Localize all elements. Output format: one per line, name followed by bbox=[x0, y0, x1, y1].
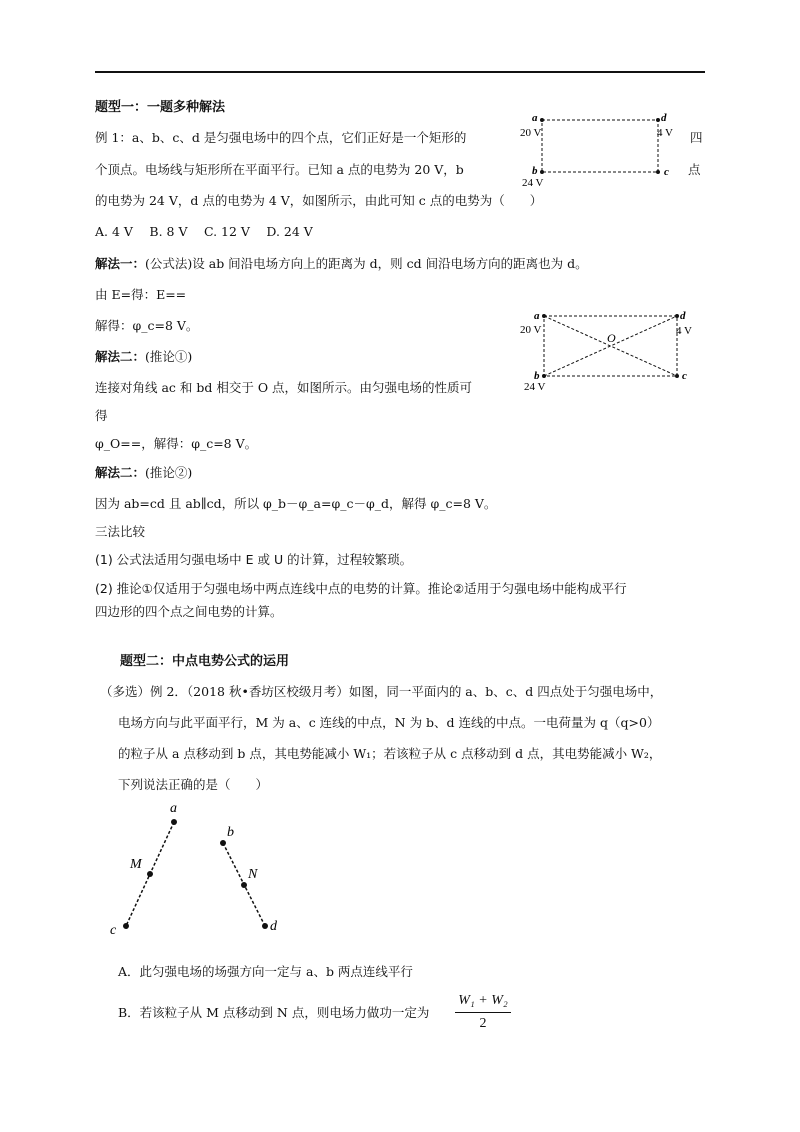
label-va: 20 V bbox=[520, 127, 542, 139]
point-d bbox=[262, 923, 268, 929]
method1-text: (公式法)设 ab 间沿电场方向上的距离为 d，则 cd 间沿电场方向的距离也为 d。 bbox=[145, 256, 588, 271]
label-d: d bbox=[661, 112, 667, 124]
question2-line3: 的粒子从 a 点移动到 b 点，其电势能减小 W₁；若该粒子从 c 点移动到 d 点，其电势能减小 W₂， bbox=[118, 746, 662, 761]
method1-line2: 由 E=得：E== bbox=[95, 287, 187, 302]
label-va: 20 V bbox=[520, 324, 542, 336]
fraction-bar bbox=[455, 1012, 511, 1013]
section2-title: 题型二：中点电势公式的运用 bbox=[120, 654, 290, 669]
dashed-rectangle bbox=[542, 120, 658, 172]
label-d: d bbox=[680, 310, 686, 322]
point-c bbox=[675, 374, 679, 378]
point-a bbox=[171, 819, 177, 825]
point-b bbox=[542, 374, 546, 378]
label-a: a bbox=[534, 310, 540, 322]
compare-item1: (1) 公式法适用匀强电场中 E 或 U 的计算，过程较繁琐。 bbox=[95, 552, 413, 567]
method2-line3: 得 bbox=[95, 408, 108, 423]
point-a bbox=[542, 314, 546, 318]
section1-title: 题型一：一题多种解法 bbox=[95, 100, 226, 115]
label-c: c bbox=[682, 370, 687, 382]
label-a: a bbox=[532, 112, 538, 124]
label-b: b bbox=[227, 825, 234, 840]
fraction-numerator: W₁ + W₂ bbox=[458, 993, 508, 1008]
label-n: N bbox=[248, 867, 258, 882]
top-rule bbox=[95, 71, 705, 73]
method2-text: (推论①) bbox=[145, 349, 193, 364]
point-c bbox=[123, 923, 129, 929]
method3 bbox=[95, 465, 192, 481]
point-m bbox=[147, 871, 153, 877]
compare-item2a: (2) 推论①仅适用于匀强电场中两点连线中点的电势的计算。推论②适用于匀强电场中能构成平行 bbox=[95, 581, 627, 596]
rectangle-figure-1 bbox=[512, 108, 682, 192]
points-figure-3 bbox=[105, 800, 305, 940]
point-b bbox=[540, 170, 544, 174]
point-a bbox=[540, 118, 544, 122]
label-c: c bbox=[110, 923, 117, 938]
option-b: B．若该粒子从 M 点移动到 N 点，则电场力做功一定为 bbox=[118, 1005, 430, 1020]
example1-line3: 的电势为 24 V，d 点的电势为 4 V，如图所示，由此可知 c 点的电势为（ ） bbox=[95, 193, 543, 208]
label-vb: 24 V bbox=[524, 381, 546, 393]
label-o: O bbox=[607, 331, 616, 345]
method2-line2: 连接对角线 ac 和 bd 相交于 O 点，如图所示。由匀强电场的性质可 bbox=[95, 380, 473, 395]
example1-line2-tail: 点 bbox=[688, 162, 701, 177]
label-vd: 4 V bbox=[657, 127, 673, 139]
example1-line1-tail: 四 bbox=[690, 130, 703, 145]
method1 bbox=[95, 256, 588, 272]
label-a: a bbox=[170, 801, 177, 816]
method2-label: 解法二： bbox=[95, 349, 146, 364]
fraction-denominator: 2 bbox=[479, 1016, 487, 1032]
fraction-w1-w2-over-2 bbox=[455, 992, 511, 1033]
point-d bbox=[675, 314, 679, 318]
method3-label: 解法二： bbox=[95, 465, 146, 480]
method2-line4: φ_O==，解得：φ_c=8 V。 bbox=[95, 436, 258, 451]
example1-options: A. 4 V B. 8 V C. 12 V D. 24 V bbox=[95, 224, 313, 239]
method1-label: 解法一： bbox=[95, 256, 146, 271]
method3-line2: 因为 ab=cd 且 ab∥cd，所以 φ_b－φ_a=φ_c－φ_d，解得 φ_c=8 V。 bbox=[95, 496, 497, 511]
label-b: b bbox=[532, 165, 538, 177]
option-a: A．此匀强电场的场强方向一定与 a、b 两点连线平行 bbox=[118, 964, 413, 979]
example1-line2: 个顶点。电场线与矩形所在平面平行。已知 a 点的电势为 20 V，b bbox=[95, 162, 464, 177]
method2 bbox=[95, 349, 192, 365]
label-d: d bbox=[270, 919, 277, 934]
label-b: b bbox=[534, 370, 540, 382]
method1-line3: 解得：φ_c=8 V。 bbox=[95, 318, 199, 333]
point-b bbox=[220, 840, 226, 846]
example1-line1: 例 1：a、b、c、d 是匀强电场中的四个点，它们正好是一个矩形的 bbox=[95, 130, 467, 145]
method3-text: (推论②) bbox=[145, 465, 193, 480]
point-n bbox=[241, 882, 247, 888]
label-c: c bbox=[664, 166, 669, 178]
compare-item2b: 四边形的四个点之间电势的计算。 bbox=[95, 604, 283, 619]
label-vb: 24 V bbox=[522, 177, 544, 189]
point-d bbox=[656, 118, 660, 122]
question2-line2: 电场方向与此平面平行，M 为 a、c 连线的中点，N 为 b、d 连线的中点。一电荷量为 q（q>0） bbox=[118, 715, 660, 730]
rectangle-figure-2 bbox=[512, 306, 697, 394]
question2-line1: （多选）例 2．（2018 秋•香坊区校级月考）如图，同一平面内的 a、b、c、d 四点处于匀强电场中， bbox=[100, 684, 663, 699]
label-m: M bbox=[130, 857, 142, 872]
compare-title: 三法比较 bbox=[95, 524, 146, 539]
question2-line4: 下列说法正确的是（ ） bbox=[118, 777, 269, 792]
point-c bbox=[656, 170, 660, 174]
label-vd: 4 V bbox=[676, 325, 692, 337]
